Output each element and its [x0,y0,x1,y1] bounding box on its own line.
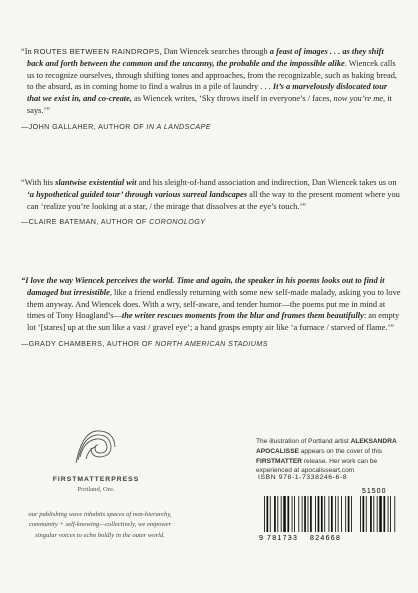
blurb-bateman-attribution: —CLAIRE BATEMAN, AUTHOR OF CORONOLOGY [21,217,206,227]
barcode-bar [318,496,320,532]
isbn-label: ISBN 978-1-7338246-6-8 [258,474,348,481]
barcode-bar [390,496,391,532]
blurb-gallaher-attribution: —JOHN GALLAHER, AUTHOR OF IN A LANDSCAPE [21,121,212,131]
barcode-bar [264,496,265,532]
ean-prefix: 9 [259,535,263,542]
barcode-bar [308,496,309,532]
barcode-bar [331,496,333,532]
barcode-bar [388,496,389,532]
barcode-bar [370,496,372,532]
barcode-bar [351,496,352,532]
barcode-bar [302,496,303,532]
barcode-bar [298,496,299,532]
blurb-chambers [21,275,401,350]
spiral-wave-icon [74,421,118,465]
publisher-location: Portland, Ore. [77,486,115,493]
barcode-bar [360,496,361,532]
barcode-bar [373,496,374,532]
barcode-bar [281,496,282,532]
ean-right-digits: 824668 [310,535,342,542]
barcode-bar [335,496,336,532]
isbn-barcode [258,474,404,542]
blurb-gallaher [21,46,401,133]
barcode-bar [394,496,395,532]
barcode-bar [287,496,289,532]
barcode-bar [310,496,312,532]
ean-left-digits: 781733 [267,535,299,542]
barcode-bar [315,496,316,532]
publisher-logo [46,421,146,493]
barcode-bar [363,496,365,532]
barcode-bar [366,496,367,532]
barcode-bar [270,496,271,532]
publisher-name: FIRSTMATTERPRESS [52,476,140,483]
barcode-bar [348,496,350,532]
barcode-bar [292,496,293,532]
barcode-bar [274,496,276,532]
barcode-bar [329,496,330,532]
blurb-chambers-attribution: —GRADY CHAMBERS, AUTHOR OF NORTH AMERICAN STADIUMS [21,338,268,348]
barcode-bar [277,496,278,532]
book-title: ROUTES BETWEEN RAINDROPS [33,47,160,56]
barcode-bar [338,496,339,532]
blurb-bateman-text: “With his slantwise existential wit and his sleight-of-hand association and indirection, Dan Wiencek takes us on ‘a hypothetical guided tour’ through various surreal landscapes all the way to the present moment where you can ‘realize you’re looking at a star, / the mirage that dissolves at the eye’s touch.’” [21,178,400,211]
barcode-bar [377,496,378,532]
blurb-bateman [21,177,401,228]
barcode-bar [383,496,385,532]
publisher-motto: our publishing wave inhabits spaces of non-hierarchy, community + self-knowing—collectively, we empower singular voices to echo boldly in the outer world. [28,511,172,539]
barcode-bar [341,496,342,532]
barcode-bar [379,496,382,532]
cover-credit: The illustration of Portland artist ALEKSANDRA APOCALISSE appears on the cover of this FIRSTMATTER release. Her work can be experienced at apocalisseart.com [256,438,397,475]
barcode-bar [267,496,269,532]
blurb-chambers-text: “I love the way Wiencek perceives the world. Time and again, the speaker in his poems looks out to find it damaged but irresistible, like a friend endlessly returning with some new self-made malady, asking you to love them anyway. And Wiencek does. With a wry, self-aware, and tender humor—the poems put me in mind at times of Tony Hoagland’s—the writer rescues moments from the blur and frames them beautifully: an empty lot ‘[stares] up at the sun like a vast / gravel eye’; a hand grasps empty air like ‘a furnace / starved of flame.’” [21,276,401,333]
barcode-bar [321,496,323,532]
blurb-gallaher-text: “In ROUTES BETWEEN RAINDROPS, Dan Wiencek searches through a feast of images . . . as they shift back and forth between the common and the uncanny, the probable and the impossible alike. Wiencek calls us to recognize ourselves, through shifting tones and approaches, from the recognizable, such as baking bread, to the absurd, as in coming home to find a walrus in a pile of laundry . . . It’s a marvelously dislocated tour that we exist in, and co-create, as Wiencek writes, ‘Sky throws itself in everyone’s / faces, now you’re me, it says.’” [21,47,398,115]
price-code: 51500 [362,488,387,495]
barcode-bar [294,496,295,532]
barcode-bar [324,496,325,532]
barcode-bar [345,496,346,532]
barcode-bar [283,496,286,532]
barcode-bar [304,496,306,532]
